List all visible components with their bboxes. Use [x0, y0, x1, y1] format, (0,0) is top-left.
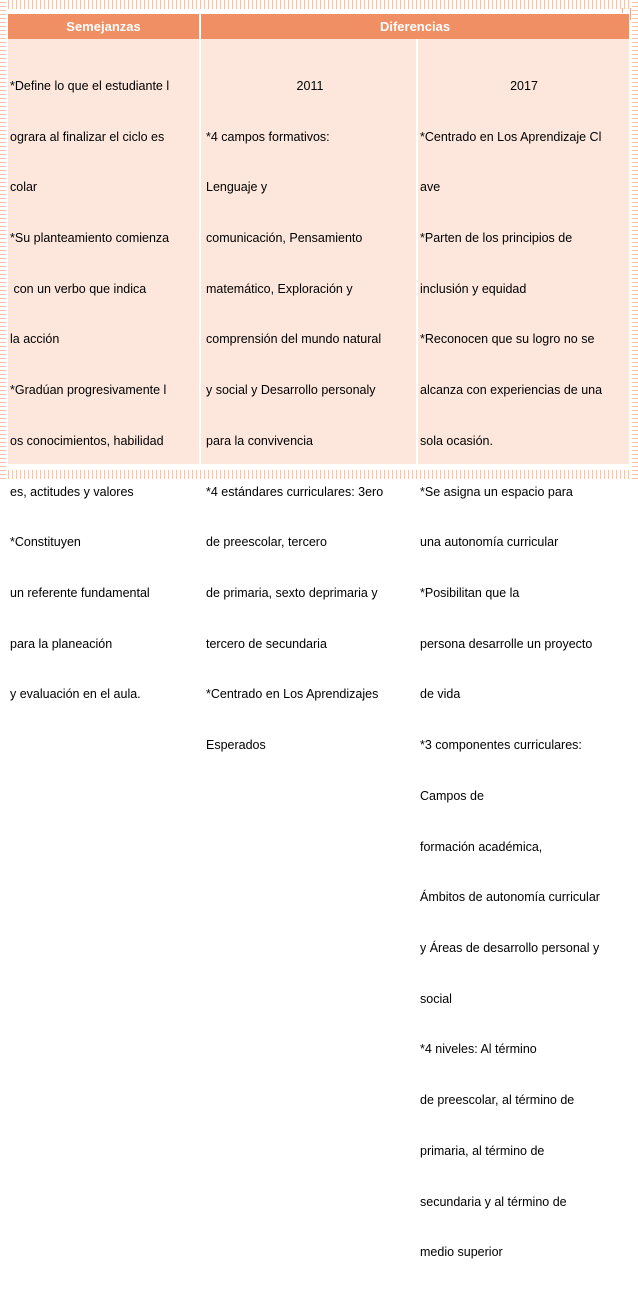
text-line: para la convivencia	[206, 433, 314, 448]
comparison-table	[7, 13, 630, 1260]
text-line: sola ocasión.	[420, 433, 493, 448]
similarities-cell	[10, 44, 198, 737]
text-line: *3 componentes curriculares:	[420, 738, 582, 753]
differences-2017-cell	[420, 44, 628, 1295]
text-line: primaria, al término de	[420, 1143, 545, 1158]
text-line: *Define lo que el estudiante l	[10, 78, 170, 93]
text-line: *Posibilitan que la	[420, 586, 520, 600]
text-line: un referente fundamental	[10, 586, 150, 600]
text-line: ograra al finalizar el ciclo es	[10, 129, 165, 144]
text-line: social	[420, 991, 452, 1006]
text-line: os conocimientos, habilidad	[10, 433, 164, 448]
text-line: matemático, Exploración y	[206, 281, 353, 296]
column-divider	[199, 14, 201, 464]
slide-border-top	[0, 0, 638, 9]
text-line: tercero de secundaria	[206, 636, 327, 651]
text-line: *Se asigna un espacio para	[420, 484, 573, 499]
text-line: es, actitudes y valores	[10, 484, 134, 499]
text-line: *Su planteamiento comienza	[10, 230, 170, 245]
text-line: *4 niveles: Al término	[420, 1042, 537, 1057]
header-differences: Diferencias	[201, 14, 629, 39]
text-line: con un verbo que indica	[10, 281, 147, 296]
text-line: *4 estándares curriculares: 3ero	[206, 484, 384, 499]
differences-2011-cell	[206, 44, 414, 788]
text-line: *Centrado en Los Aprendizajes	[206, 687, 379, 702]
text-line: *Centrado en Los Aprendizaje Cl	[420, 129, 602, 144]
text-line: y social y Desarrollo personaly	[206, 383, 376, 398]
text-line: una autonomía curricular	[420, 535, 559, 550]
slide-border-right	[632, 0, 638, 479]
text-line: ave	[420, 180, 441, 195]
text-line: de preescolar, al término de	[420, 1093, 575, 1108]
text-line: y evaluación en el aula.	[10, 687, 141, 702]
column-divider	[416, 39, 418, 464]
text-line: *4 campos formativos:	[206, 129, 330, 144]
text-line: para la planeación	[10, 636, 113, 651]
text-line: y Áreas de desarrollo personal y	[420, 941, 600, 956]
text-line: formación académica,	[420, 839, 543, 854]
text-line: Esperados	[206, 738, 266, 753]
text-line: colar	[10, 180, 38, 195]
text-line: *Parten de los principios de	[420, 230, 573, 245]
text-line: alcanza con experiencias de una	[420, 383, 603, 398]
text-line: *Constituyen	[10, 535, 81, 550]
header-similarities: Semejanzas	[8, 14, 199, 39]
year-2011-label: 2011	[296, 78, 324, 93]
text-line: Ámbitos de autonomía curricular	[420, 890, 600, 905]
text-line: secundaria y al término de	[420, 1194, 567, 1209]
text-line: *Reconocen que su logro no se	[420, 332, 595, 347]
text-line: Campos de	[420, 788, 484, 803]
text-line: medio superior	[420, 1245, 503, 1260]
text-line: la acción	[10, 332, 60, 347]
text-line: de primaria, sexto deprimaria y	[206, 586, 378, 600]
text-line: comunicación, Pensamiento	[206, 230, 363, 245]
text-line: inclusión y equidad	[420, 281, 527, 296]
text-line: de vida	[420, 687, 461, 702]
text-line: *Gradúan progresivamente l	[10, 383, 167, 398]
text-line: comprensión del mundo natural	[206, 332, 382, 347]
text-line: Lenguaje y	[206, 180, 268, 195]
year-2017-label: 2017	[510, 78, 538, 93]
slide-border-left	[0, 0, 6, 479]
text-line: de preescolar, tercero	[206, 535, 327, 550]
text-line: persona desarrolle un proyecto	[420, 636, 593, 651]
